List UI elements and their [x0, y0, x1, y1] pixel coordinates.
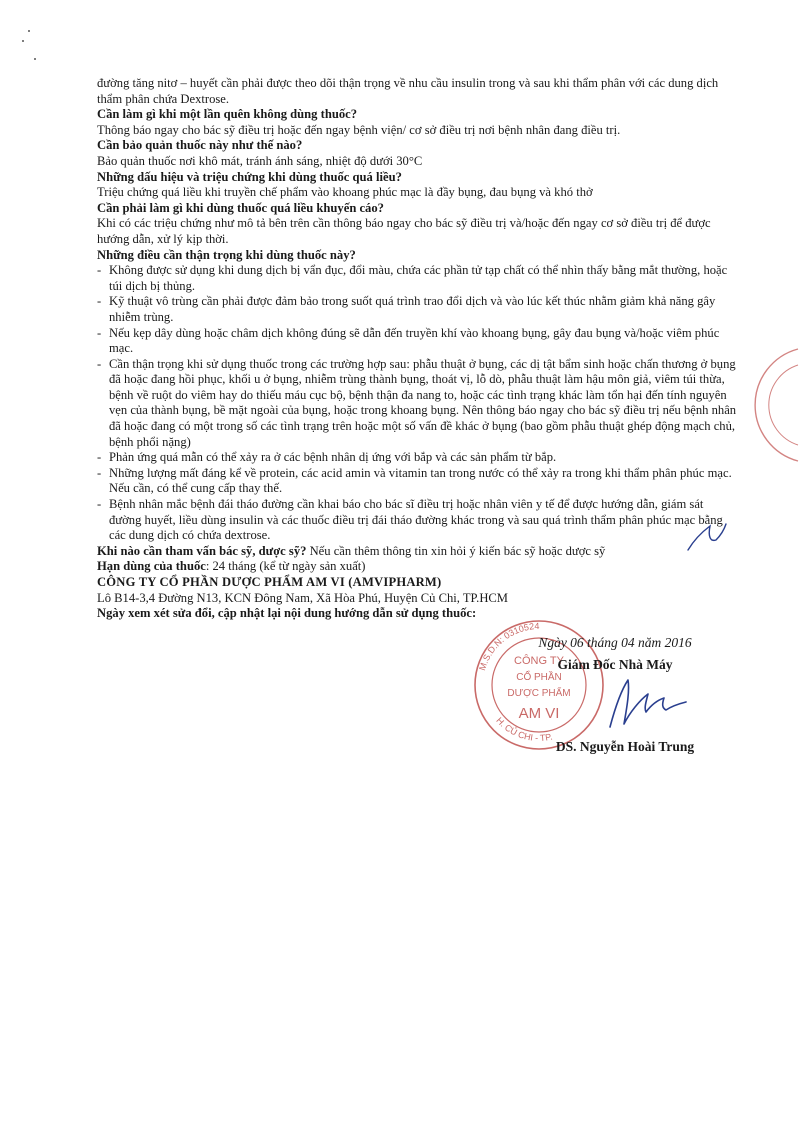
stamp-line1: CÔNG TY [514, 655, 564, 667]
list-item: - Cần thận trọng khi sử dụng thuốc trong các trường hợp sau: phẫu thuật ở bụng, các dị tật bẩm sinh hoặc chấn thương ở bụng đã hoặc đang hồi phục, khối u ở bụng, nhiễm trùng thành bụng, thoát vị, lỗ dò, phẫu thuật làm hậu môn giả, viêm túi thừa, bệnh về ruột do viêm hay do thiếu máu cục bộ, bệnh thận đa nang to, hoặc các tình trạng khác làm tổn hại đến tính nguyên vẹn của thành bụng, bề mặt ngoài của bụng, hoặc trong khoang bụng. Nên thông báo ngay cho bác sỹ điều trị nếu bệnh nhân đã hoặc đang có một trong số các tình trạng trên hoặc một số vấn đề khác ở bụng (bao gồm phẫu thuật ghép động mạch chủ, bệnh phổi nặng) [97, 357, 737, 451]
stamp-ring-text: M.S.D.N: 0310524 [477, 620, 540, 672]
overdose-signs-heading: Những dấu hiệu và triệu chứng khi dùng thuốc quá liều? [97, 169, 402, 184]
stamp-line3: DƯỢC PHẨM [507, 688, 571, 699]
shelf-life-text: : 24 tháng (kể từ ngày sản xuất) [205, 559, 366, 574]
storage-text: Bảo quản thuốc nơi khô mát, tránh ánh sáng, nhiệt độ dưới 30°C [97, 153, 423, 168]
company-address: Lô B14-3,4 Đường N13, KCN Đông Nam, Xã Hòa Phú, Huyện Củ Chi, TP.HCM [97, 590, 509, 605]
forget-dose-heading: Cần làm gì khi một lần quên không dùng thuốc? [97, 107, 358, 122]
cautions-heading: Những điều cần thận trọng khi dùng thuốc này? [97, 247, 356, 262]
intro-paragraph: đường tăng nitơ – huyết cần phải được theo dõi thận trọng về nhu cầu insulin trong và sau khi thẩm phân với các dung dịch thẩm phân chứa Dextrose. [97, 76, 719, 106]
review-date-label: Ngày xem xét sửa đổi, cập nhật lại nội dung hướng dẫn sử dụng thuốc: [97, 606, 477, 621]
storage-heading: Cần bảo quản thuốc này như thế nào? [97, 138, 303, 153]
consult-text: Nếu cần thêm thông tin xin hỏi ý kiến bác sỹ hoặc dược sỹ [306, 543, 606, 558]
shelf-life-line [97, 559, 737, 575]
handwritten-signature [600, 672, 690, 732]
scan-speck [22, 40, 24, 42]
forget-dose-text: Thông báo ngay cho bác sỹ điều trị hoặc đến ngay bệnh viện/ cơ sở điều trị nơi bệnh nhân đang điều trị. [97, 122, 621, 137]
company-name: CÔNG TY CỔ PHẦN DƯỢC PHẨM AM VI (AMVIPHARM) [97, 575, 442, 589]
list-item: - Không được sử dụng khi dung dịch bị vẩn đục, đổi màu, chứa các phần tử tạp chất có thể nhìn thấy bằng mắt thường, hoặc túi dịch bị thủng. [97, 263, 737, 294]
list-item: - Bệnh nhân mắc bệnh đái tháo đường cần khai báo cho bác sĩ điều trị hoặc nhân viên y tế để được hướng dẫn, giám sát đường huyết, liều dùng insulin và các thuốc điều trị đái tháo đường khác trong và sau quá trình thẩm phân phúc mạc bằng các dung dịch có chứa dextrose. [97, 497, 737, 544]
shelf-life-label: Hạn dùng của thuốc [97, 559, 206, 574]
overdose-action-text: Khi có các triệu chứng như mô tả bên trên cần thông báo ngay cho bác sỹ điều trị và/hoặc đến ngay cơ sở điều trị để được hướng dẫn, xử lý kịp thời. [97, 216, 711, 246]
list-item: - Kỹ thuật vô trùng cần phải được đảm bảo trong suốt quá trình trao đổi dịch và vào lúc kết thúc nhằm giảm khả năng gây nhiễm trùng. [97, 294, 737, 325]
stamp-line4: AM VI [518, 705, 560, 722]
consult-label: Khi nào cần tham vấn bác sỹ, dược sỹ? [97, 543, 307, 558]
stamp-bottom-text: H. CỦ CHI - TP. [494, 715, 554, 744]
consult-line [97, 544, 737, 560]
scan-speck [34, 58, 36, 60]
signature-name: DS. Nguyễn Hoài Trung [555, 739, 695, 754]
list-item: - Phản ứng quá mẫn có thể xảy ra ở các bệnh nhân dị ứng với bắp và các sản phẩm từ bắp. [97, 450, 737, 466]
overdose-signs-text: Triệu chứng quá liều khi truyền chế phẩm vào khoang phúc mạc là đầy bụng, đau bụng và khó thở [97, 185, 593, 200]
overdose-action-heading: Cần phải làm gì khi dùng thuốc quá liều khuyến cáo? [97, 200, 384, 215]
signature-title: Giám Đốc Nhà Máy [557, 657, 673, 672]
document-body [97, 76, 737, 622]
cautions-list [97, 263, 737, 544]
page-edge-stamp [736, 345, 800, 465]
scan-speck [28, 30, 30, 32]
stamp-line2: CỔ PHẦN [516, 672, 562, 683]
list-item: - Những lượng mất đáng kể về protein, các acid amin và vitamin tan trong nước có thể xảy ra trong khi thẩm phân phúc mạc. Nếu cần, có thể cung cấp thay thế. [97, 466, 737, 497]
list-item: - Nếu kẹp dây dùng hoặc châm dịch không đúng sẽ dẫn đến truyền khí vào khoang bụng, gây đau bụng và/hoặc viêm phúc mạc. [97, 326, 737, 357]
margin-initial-mark [680, 510, 730, 560]
signature-date: Ngày 06 tháng 04 năm 2016 [538, 635, 692, 650]
